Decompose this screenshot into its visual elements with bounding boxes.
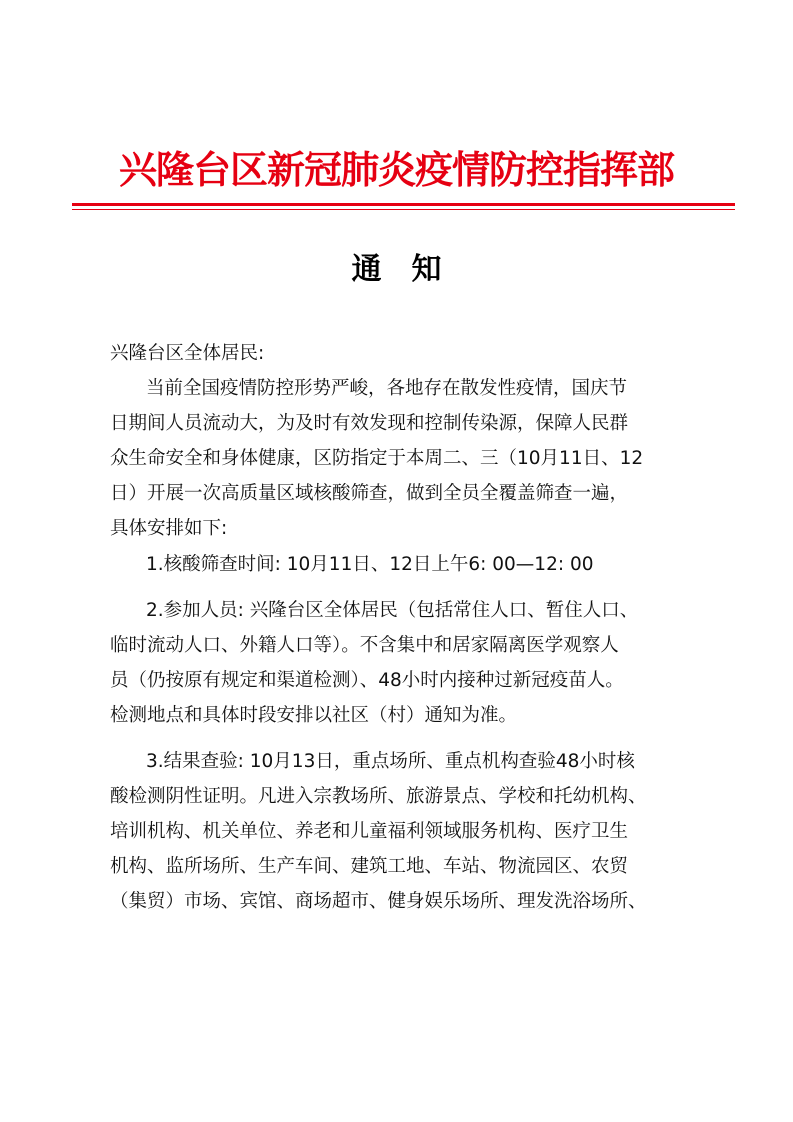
paragraph-line: （集贸）市场、宾馆、商场超市、健身娱乐场所、理发洗浴场所、 (110, 891, 647, 913)
red-rule-thin (72, 209, 735, 210)
notice-body (110, 336, 700, 920)
paragraph-line: 日期间人员流动大，为及时有效发现和控制传染源，保障人民群 (110, 413, 629, 435)
paragraph-line: 当前全国疫情防控形势严峻，各地存在散发性疫情，国庆节 (146, 378, 628, 400)
red-rule-thick (72, 203, 735, 206)
paragraph-line: 酸检测阴性证明。凡进入宗教场所、旅游景点、学校和托幼机构、 (110, 786, 647, 808)
paragraph-line: 众生命安全和身体健康，区防指定于本周二、三（10月11日、12 (110, 448, 644, 470)
paragraph-item-1 (110, 547, 700, 582)
paragraph-intro (110, 371, 700, 546)
paragraph-line: 具体安排如下: (110, 518, 228, 540)
paragraph-line: 员（仍按原有规定和渠道检测）、48小时内接种过新冠疫苗人。 (110, 669, 624, 691)
paragraph-line: 机构、监所场所、生产车间、建筑工地、车站、物流园区、农贸 (110, 856, 629, 878)
paragraph-line: 2.参加人员: 兴隆台区全体居民（包括常住人口、暂住人口、 (146, 599, 639, 621)
paragraph-line: 1.核酸筛查时间: 10月11日、12日上午6: 00—12: 00 (146, 553, 594, 575)
issuing-org-header: 兴隆台区新冠肺炎疫情防控指挥部 (118, 147, 674, 192)
paragraph-item-2 (110, 593, 700, 733)
paragraph-line: 培训机构、机关单位、养老和儿童福利领域服务机构、医疗卫生 (110, 821, 629, 843)
paragraph-line: 临时流动人口、外籍人口等）。不含集中和居家隔离医学观察人 (110, 634, 619, 656)
paragraph-item-3 (110, 744, 700, 919)
paragraph-spacer (110, 582, 700, 593)
salutation: 兴隆台区全体居民: (110, 343, 265, 364)
paragraph-line: 检测地点和具体时段安排以社区（村）通知为准。 (110, 704, 518, 726)
paragraph-spacer (110, 733, 700, 744)
notice-title: 通 知 (351, 252, 442, 287)
paragraph-line: 日）开展一次高质量区域核酸筛查，做到全员全覆盖筛查一遍， (110, 483, 629, 505)
paragraph-line: 3.结果查验: 10月13日，重点场所、重点机构查验48小时核 (146, 751, 635, 773)
